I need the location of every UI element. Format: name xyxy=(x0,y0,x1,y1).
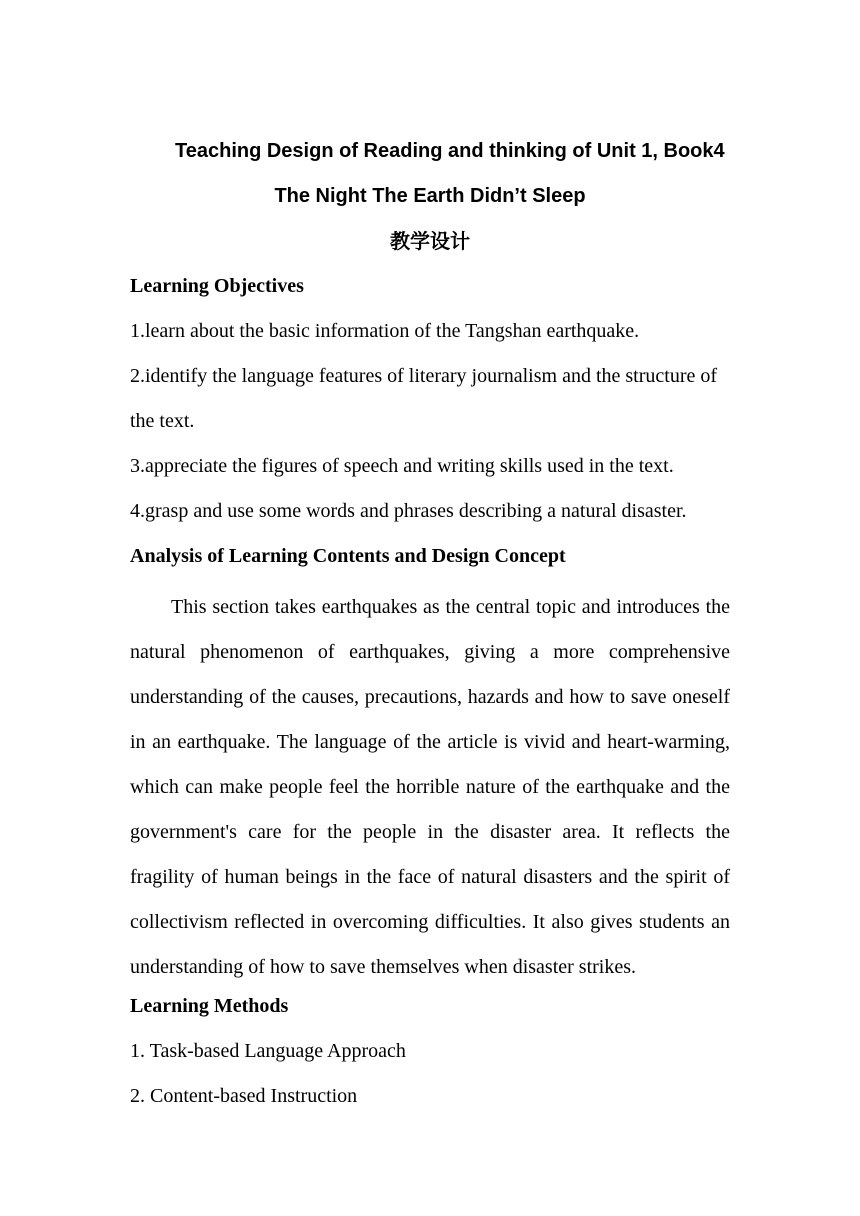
section-heading-methods: Learning Methods xyxy=(130,995,289,1017)
document-subtitle: The Night The Earth Didn’t Sleep xyxy=(274,185,586,207)
objective-item: 2.identify the language features of literary journalism and the structure of xyxy=(130,365,718,387)
section-heading-analysis: Analysis of Learning Contents and Design Concept xyxy=(130,545,566,567)
objective-item: 4.grasp and use some words and phrases describing a natural disaster. xyxy=(130,500,687,522)
section-heading-objectives: Learning Objectives xyxy=(130,275,304,297)
method-item: 1. Task-based Language Approach xyxy=(130,1040,406,1062)
objective-item-continuation: the text. xyxy=(130,410,195,432)
document-title: Teaching Design of Reading and thinking of Unit 1, Book4 xyxy=(175,140,725,162)
document-title-chinese: 教学设计 xyxy=(390,229,470,253)
objective-item: 3.appreciate the figures of speech and writing skills used in the text. xyxy=(130,455,674,477)
analysis-paragraph: This section takes earthquakes as the central topic and introduces the natural phenomenon of earthquakes, giving a more comprehensive understanding of the causes, precautions, hazards and how to save oneself in an earthquake. The language of the article is vivid and heart-warming, which can make people feel the horrible nature of the earthquake and the government's care for the people in the disaster area. It reflects the fragility of human beings in the face of natural disasters and the spirit of collectivism reflected in overcoming difficulties. It also gives students an understanding of how to save themselves when disaster strikes. xyxy=(130,596,730,978)
objective-item: 1.learn about the basic information of the Tangshan earthquake. xyxy=(130,320,640,342)
method-item: 2. Content-based Instruction xyxy=(130,1085,358,1107)
